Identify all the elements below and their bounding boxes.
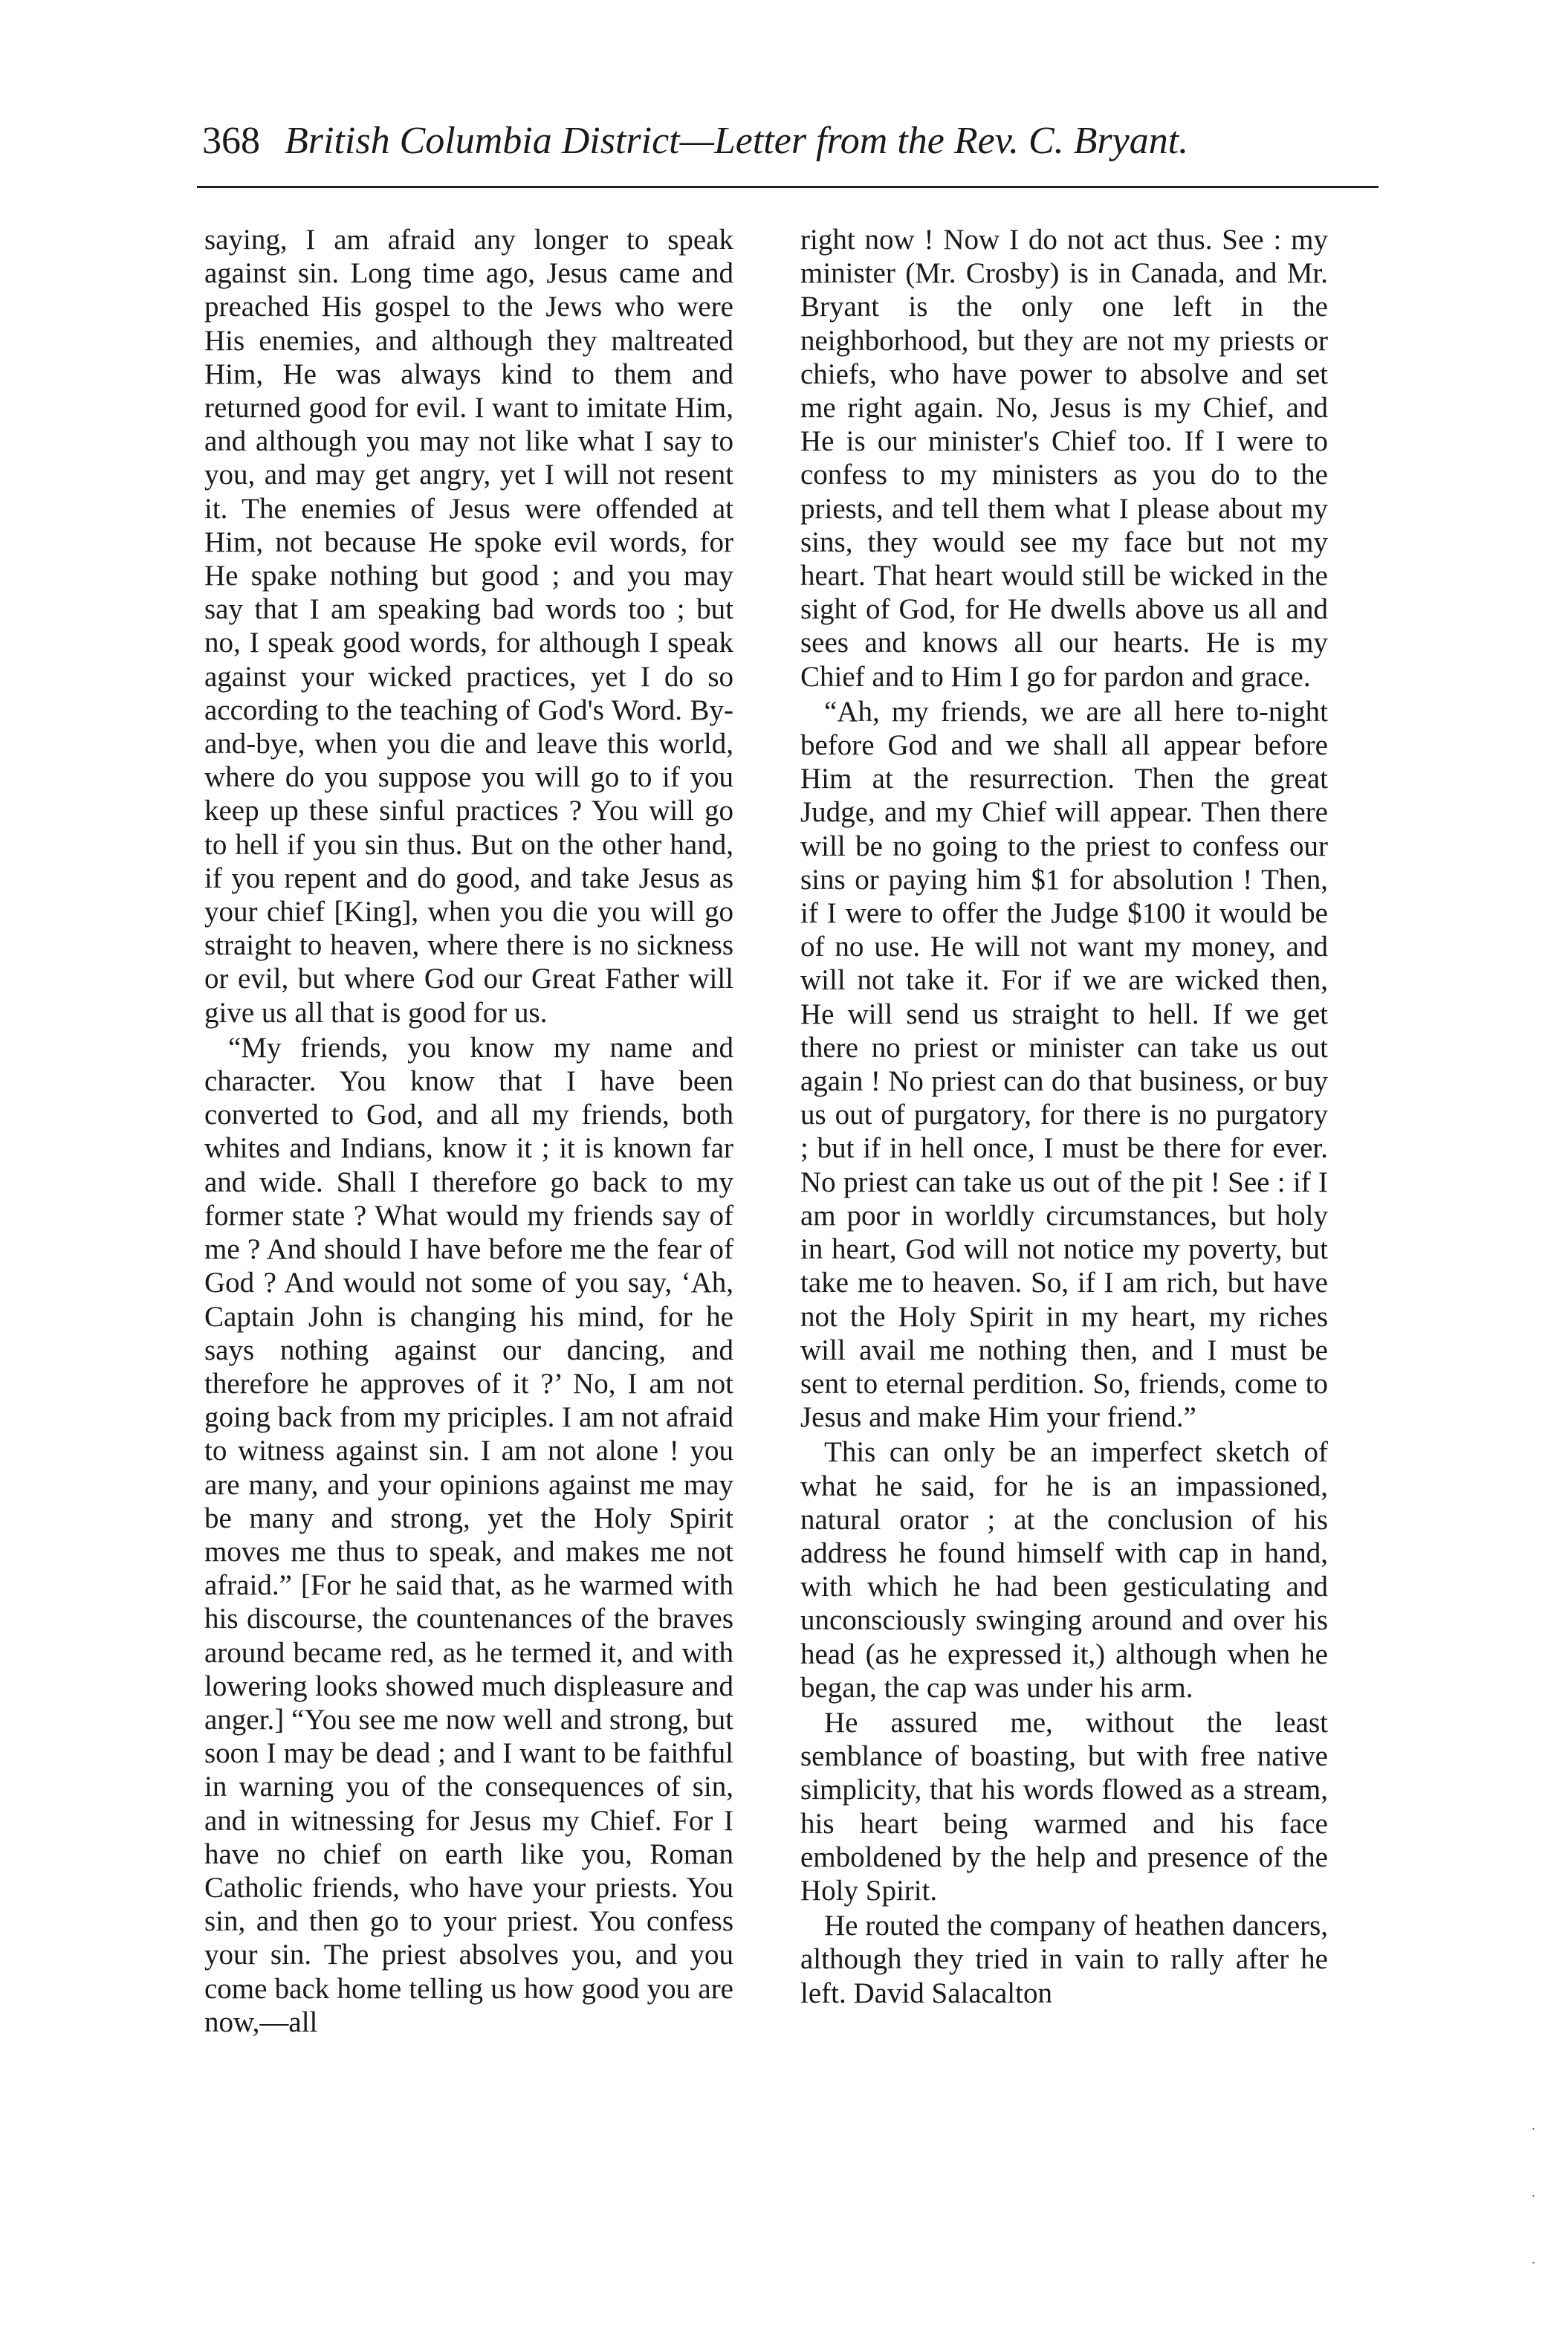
paragraph: right now ! Now I do not act thus. See : my minister (Mr. Crosby) is in Canada, and Mr. Bryant is the only one left in the neighborhood, but they are not my priests or chiefs, who have power to absolve and set me right again. No, Jesus is my Chief, and He is our minister's Chief too. If I were to confess to my ministers as you do to the priests, and tell them what I please about my sins, they would see my face but not my heart. That heart would still be wicked in the sight of God, for He dwells above us all and sees and knows all our hearts. He is my Chief and to Him I go for pardon and grace.	[800, 224, 1328, 693]
left-column	[204, 223, 733, 2230]
paragraph: He assured me, without the least semblance of boasting, but with free native simplicity, that his words flowed as a stream, his heart being warmed and his face emboldened by the help and presence of the Holy Spirit.	[800, 1706, 1328, 1907]
margin-speck: ˙	[1531, 2259, 1536, 2275]
header-rule	[197, 186, 1379, 188]
margin-speck: ˙	[1531, 2192, 1536, 2208]
paragraph: “My friends, you know my name and character. You know that I have been converted to God, and all my friends, both whites and Indians, know it ; it is known far and wide. Shall I therefore go back to my former state ? What would my friends say of me ? And should I have before me the fear of God ? And would not some of you say, ‘Ah, Captain John is changing his mind, for he says nothing against our dancing, and therefore he approves of it ?’ No, I am not going back from my priciples. I am not afraid to witness against sin. I am not alone ! you are many, and your opinions against me may be many and strong, yet the Holy Spirit moves me thus to speak, and makes me not afraid.” [For he said that, as he warmed with his discourse, the countenances of the braves around became red, as he termed it, and with lowering looks showed much displeasure and anger.] “You see me now well and strong, but soon I may be dead ; and I want to be faithful in warning you of the consequences of sin, and in witnessing for Jesus my Chief. For I have no chief on earth like you, Roman Catholic friends, who have your priests. You sin, and then go to your priest. You confess your sin. The priest absolves you, and you come back home telling us how good you are now,—all	[204, 1031, 733, 2038]
margin-speck: ˙	[1531, 2125, 1536, 2142]
running-title: British Columbia District—Letter from the Rev. C. Bryant.	[285, 120, 1189, 162]
paragraph: “Ah, my friends, we are all here to-night before God and we shall all appear before Him at the resurrection. Then the great Judge, and my Chief will appear. Then there will be no going to the priest to confess our sins or paying him $1 for absolution ! Then, if I were to offer the Judge $100 it would be of no use. He will not want my money, and will not take it. For if we are wicked then, He will send us straight to hell. If we get there no priest or minister can take us out again ! No priest can do that business, or buy us out of purgatory, for there is no purgatory ; but if in hell once, I must be there for ever. No priest can take us out of the pit ! See : if I am poor in worldly circumstances, but holy in heart, God will not notice my poverty, but take me to heaven. So, if I am rich, but have not the Holy Spirit in my heart, my riches will avail me nothing then, and I must be sent to eternal perdition. So, friends, come to Jesus and make Him your friend.”	[800, 695, 1328, 1434]
page-number: 368	[202, 120, 260, 162]
paragraph: He routed the company of heathen dancers, although they tried in vain to rally after he left. David Salacalton	[800, 1910, 1328, 2009]
paragraph: This can only be an imperfect sketch of what he said, for he is an impassioned, natural orator ; at the conclusion of his address he found himself with cap in hand, with which he had been gesticulating and unconsciously swinging around and over his head (as he expressed it,) although when he began, the cap was under his arm.	[800, 1436, 1328, 1704]
paragraph: saying, I am afraid any longer to speak against sin. Long time ago, Jesus came and preached His gospel to the Jews who were His enemies, and although they maltreated Him, He was always kind to them and returned good for evil. I want to imitate Him, and although you may not like what I say to you, and may get angry, yet I will not resent it. The enemies of Jesus were offended at Him, not because He spoke evil words, for He spake nothing but good ; and you may say that I am speaking bad words too ; but no, I speak good words, for although I speak against your wicked practices, yet I do so according to the teaching of God's Word. By-and-bye, when you die and leave this world, where do you suppose you will go to if you keep up these sinful practices ? You will go to hell if you sin thus. But on the other hand, if you repent and do good, and take Jesus as your chief [King], when you die you will go straight to heaven, where there is no sickness or evil, but where God our Great Father will give us all that is good for us.	[204, 224, 733, 1029]
running-head	[202, 112, 1376, 171]
right-column	[800, 223, 1328, 2230]
